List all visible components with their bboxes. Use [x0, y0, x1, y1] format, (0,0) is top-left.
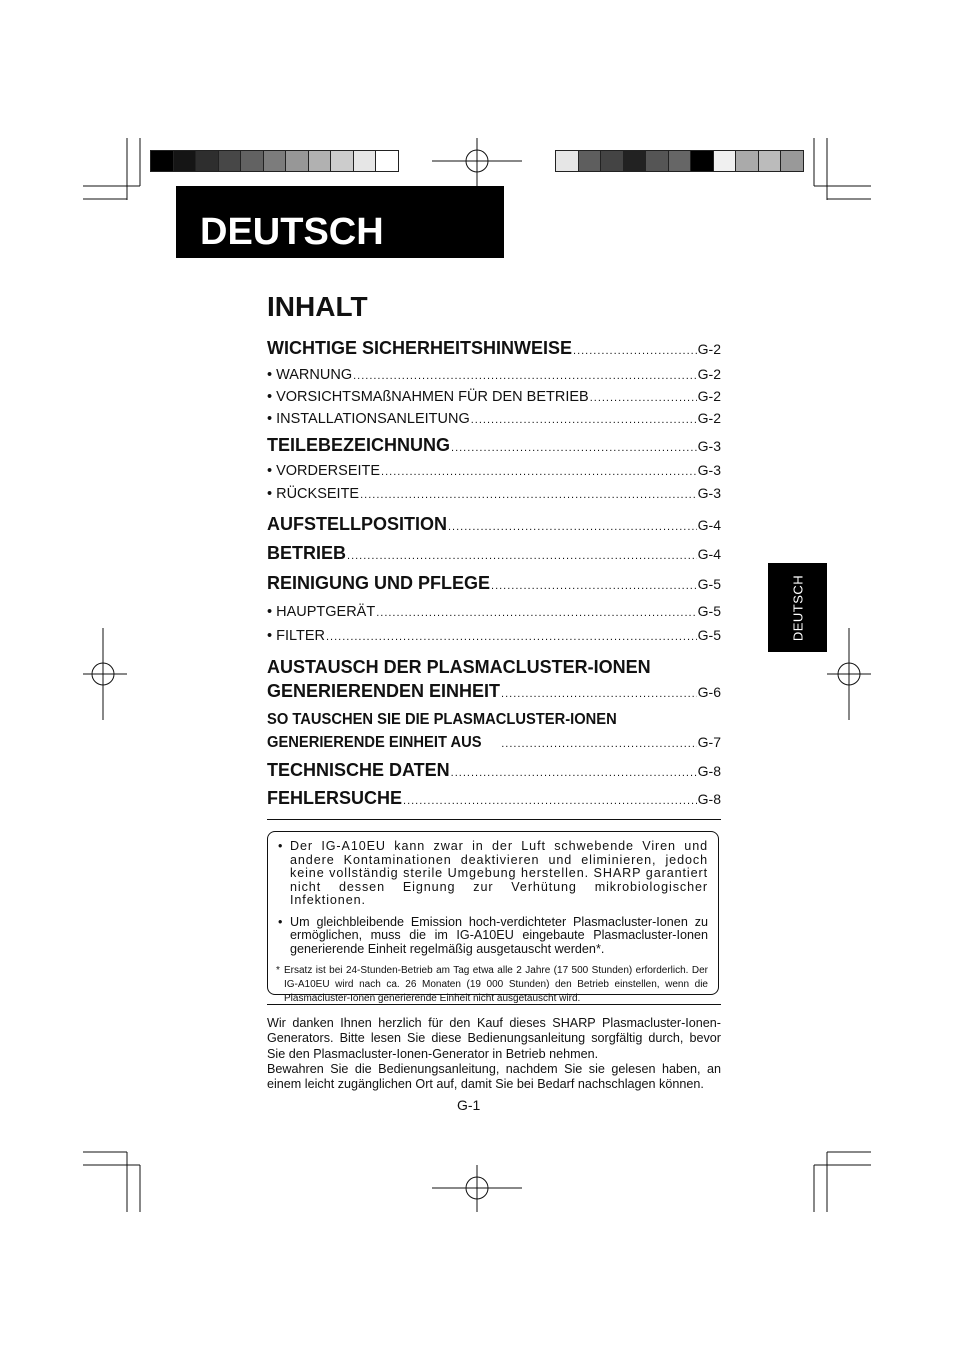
- toc-entry-label: TEILEBEZEICHNUNG: [267, 435, 451, 455]
- toc-subentry[interactable]: [267, 388, 721, 405]
- color-swatch: [691, 151, 714, 171]
- toc-leader: [451, 442, 697, 454]
- toc-leader: [501, 738, 696, 750]
- toc-entry-label-line2: GENERIERENDE EINHEIT AUS: [267, 734, 482, 751]
- toc-entry-label-line2: GENERIERENDEN EINHEIT: [267, 681, 501, 701]
- toc-entry-page: G-7: [697, 734, 721, 750]
- toc-leader: [376, 607, 696, 619]
- divider: [267, 1004, 721, 1005]
- notice-footnote: * Ersatz ist bei 24-Stunden-Betrieb am Tag etwa alle 2 Jahre (17 500 Stunden) erforderlich. Der IG-A10EU wird nach ca. 26 Monaten (19 000 Stunden) den Betrieb einstellen, wenn die Plasmacluster-Ionen generierende Einheit nicht ausgetauscht wird.: [278, 964, 708, 1006]
- color-swatch: [286, 151, 309, 171]
- toc-leader: [326, 631, 697, 643]
- toc-entry-label: • WARNUNG: [267, 367, 352, 383]
- registration-mark-left: [83, 628, 127, 720]
- toc-leader: [353, 370, 697, 382]
- toc-entry[interactable]: [267, 514, 721, 535]
- intro-paragraph: Bewahren Sie die Bedienungsanleitung, nachdem Sie sie gelesen haben, an einem leicht zugänglichen Ort auf, damit Sie bei Bedarf nachschlagen können.: [267, 1061, 721, 1092]
- toc-entry[interactable]: [267, 543, 721, 564]
- toc-leader: [448, 521, 697, 533]
- toc-entry-page: G-3: [697, 462, 721, 478]
- toc-leader: [501, 688, 697, 700]
- toc-entry-label-line1: AUSTAUSCH DER PLASMACLUSTER-IONEN: [267, 657, 651, 677]
- language-title-block: [176, 186, 504, 258]
- toc-entry-label: TECHNISCHE DATEN: [267, 760, 450, 780]
- toc-entry-page: G-5: [697, 603, 721, 619]
- toc-entry-page: G-2: [697, 366, 721, 382]
- toc-entry[interactable]: [267, 788, 721, 809]
- toc-entry-page: G-4: [697, 546, 721, 562]
- toc-subentry[interactable]: [267, 485, 721, 502]
- toc-entry-page: G-4: [697, 517, 721, 533]
- divider: [267, 819, 721, 820]
- color-swatch: [331, 151, 354, 171]
- color-bar-right: [555, 150, 804, 172]
- toc-entry-label: WICHTIGE SICHERHEITSHINWEISE: [267, 338, 573, 358]
- toc-entry[interactable]: [267, 760, 721, 781]
- toc-entry[interactable]: [267, 338, 721, 359]
- language-title: DEUTSCH: [200, 211, 384, 253]
- color-swatch: [714, 151, 737, 171]
- color-swatch: [219, 151, 242, 171]
- toc-entry-page: G-3: [697, 485, 721, 501]
- toc-entry-label-line1: SO TAUSCHEN SIE DIE PLASMACLUSTER-IONEN: [267, 711, 617, 728]
- toc-leader: [471, 414, 697, 426]
- color-swatch: [354, 151, 377, 171]
- toc-entry-line1[interactable]: [267, 657, 651, 678]
- toc-entry-label: FEHLERSUCHE: [267, 788, 403, 808]
- color-swatch: [669, 151, 692, 171]
- registration-mark-top: [432, 138, 522, 186]
- toc-entry-label: AUFSTELLPOSITION: [267, 514, 447, 534]
- color-swatch: [151, 151, 174, 171]
- color-swatch: [196, 151, 219, 171]
- color-swatch: [601, 151, 624, 171]
- toc-subentry[interactable]: [267, 410, 721, 427]
- toc-entry[interactable]: [267, 573, 721, 594]
- toc-entry-label: REINIGUNG UND PFLEGE: [267, 573, 491, 593]
- toc-entry-page: G-2: [697, 410, 721, 426]
- intro-paragraph: Wir danken Ihnen herzlich für den Kauf dieses SHARP Plasmacluster-Ionen-Generators. Bitte lesen Sie diese Bedienungsanleitung sorgfältig durch, bevor Sie den Plasmacluster-Ionen-Generator in Betrieb nehmen.: [267, 1016, 721, 1061]
- toc-entry-page: G-2: [697, 341, 721, 357]
- toc-entry-label: • RÜCKSEITE: [267, 486, 359, 502]
- toc-entry-page: G-5: [697, 627, 721, 643]
- toc-leader: [491, 580, 697, 592]
- toc-entry-page: G-3: [697, 438, 721, 454]
- toc-entry[interactable]: [267, 681, 721, 702]
- toc-entry[interactable]: [267, 734, 721, 752]
- toc-subentry[interactable]: [267, 603, 721, 620]
- toc-leader: [451, 767, 697, 779]
- toc-entry-page: G-2: [697, 388, 721, 404]
- toc-leader: [573, 345, 697, 357]
- registration-mark-right: [827, 628, 871, 720]
- toc-entry-page: G-8: [697, 763, 721, 779]
- toc-entry-page: G-8: [697, 791, 721, 807]
- toc-leader: [403, 795, 697, 807]
- toc-entry[interactable]: [267, 435, 721, 456]
- color-swatch: [646, 151, 669, 171]
- color-swatch: [624, 151, 647, 171]
- toc-subentry[interactable]: [267, 462, 721, 479]
- color-swatch: [174, 151, 197, 171]
- color-swatch: [736, 151, 759, 171]
- toc-heading: INHALT: [267, 291, 368, 322]
- color-swatch: [556, 151, 579, 171]
- page-number: G-1: [457, 1097, 481, 1113]
- notice-bullet: • Um gleichbleibende Emission hoch-verdichteter Plasmacluster-Ionen zu ermöglichen, muss die im IG-A10EU eingebaute Plasmacluster-Ionen generierende Einheit regelmäßig ausgetauscht werden*.: [278, 916, 708, 957]
- toc-entry-page: G-6: [697, 684, 721, 700]
- toc-entry-label: • VORDERSEITE: [267, 463, 380, 479]
- color-swatch: [241, 151, 264, 171]
- toc-leader: [347, 550, 697, 562]
- color-swatch: [309, 151, 332, 171]
- toc-entry-label: • FILTER: [267, 628, 325, 644]
- color-swatch: [579, 151, 602, 171]
- toc-entry-label: • VORSICHTSMAßNAHMEN FÜR DEN BETRIEB: [267, 389, 589, 405]
- color-bar-left: [150, 150, 399, 172]
- registration-mark-bottom: [432, 1165, 522, 1212]
- toc-entry-line1[interactable]: [267, 711, 647, 729]
- language-side-tab: [768, 563, 827, 652]
- toc-entry-label: • HAUPTGERÄT: [267, 604, 375, 620]
- notice-bullet: • Der IG-A10EU kann zwar in der Luft schwebende Viren und andere Kontaminationen deaktivieren und eliminieren, jedoch keine vollständig sterile Umgebung herstellen. SHARP garantiert nicht dessen Eignung zur Verhütung mikrobiologischer Infektionen.: [278, 840, 708, 908]
- toc-subentry[interactable]: [267, 366, 721, 383]
- intro-text: [267, 1016, 721, 1092]
- notice-box: [267, 831, 719, 1004]
- toc-entry-label: BETRIEB: [267, 543, 347, 563]
- toc-entry-page: G-5: [697, 576, 721, 592]
- toc-leader: [590, 392, 697, 404]
- toc-leader: [360, 489, 697, 501]
- toc-entry-label: • INSTALLATIONSANLEITUNG: [267, 411, 470, 427]
- color-swatch: [759, 151, 782, 171]
- toc-leader: [381, 466, 697, 478]
- side-tab-label: DEUTSCH: [790, 574, 805, 641]
- toc-subentry[interactable]: [267, 627, 721, 644]
- color-swatch: [376, 151, 398, 171]
- color-swatch: [264, 151, 287, 171]
- color-swatch: [781, 151, 803, 171]
